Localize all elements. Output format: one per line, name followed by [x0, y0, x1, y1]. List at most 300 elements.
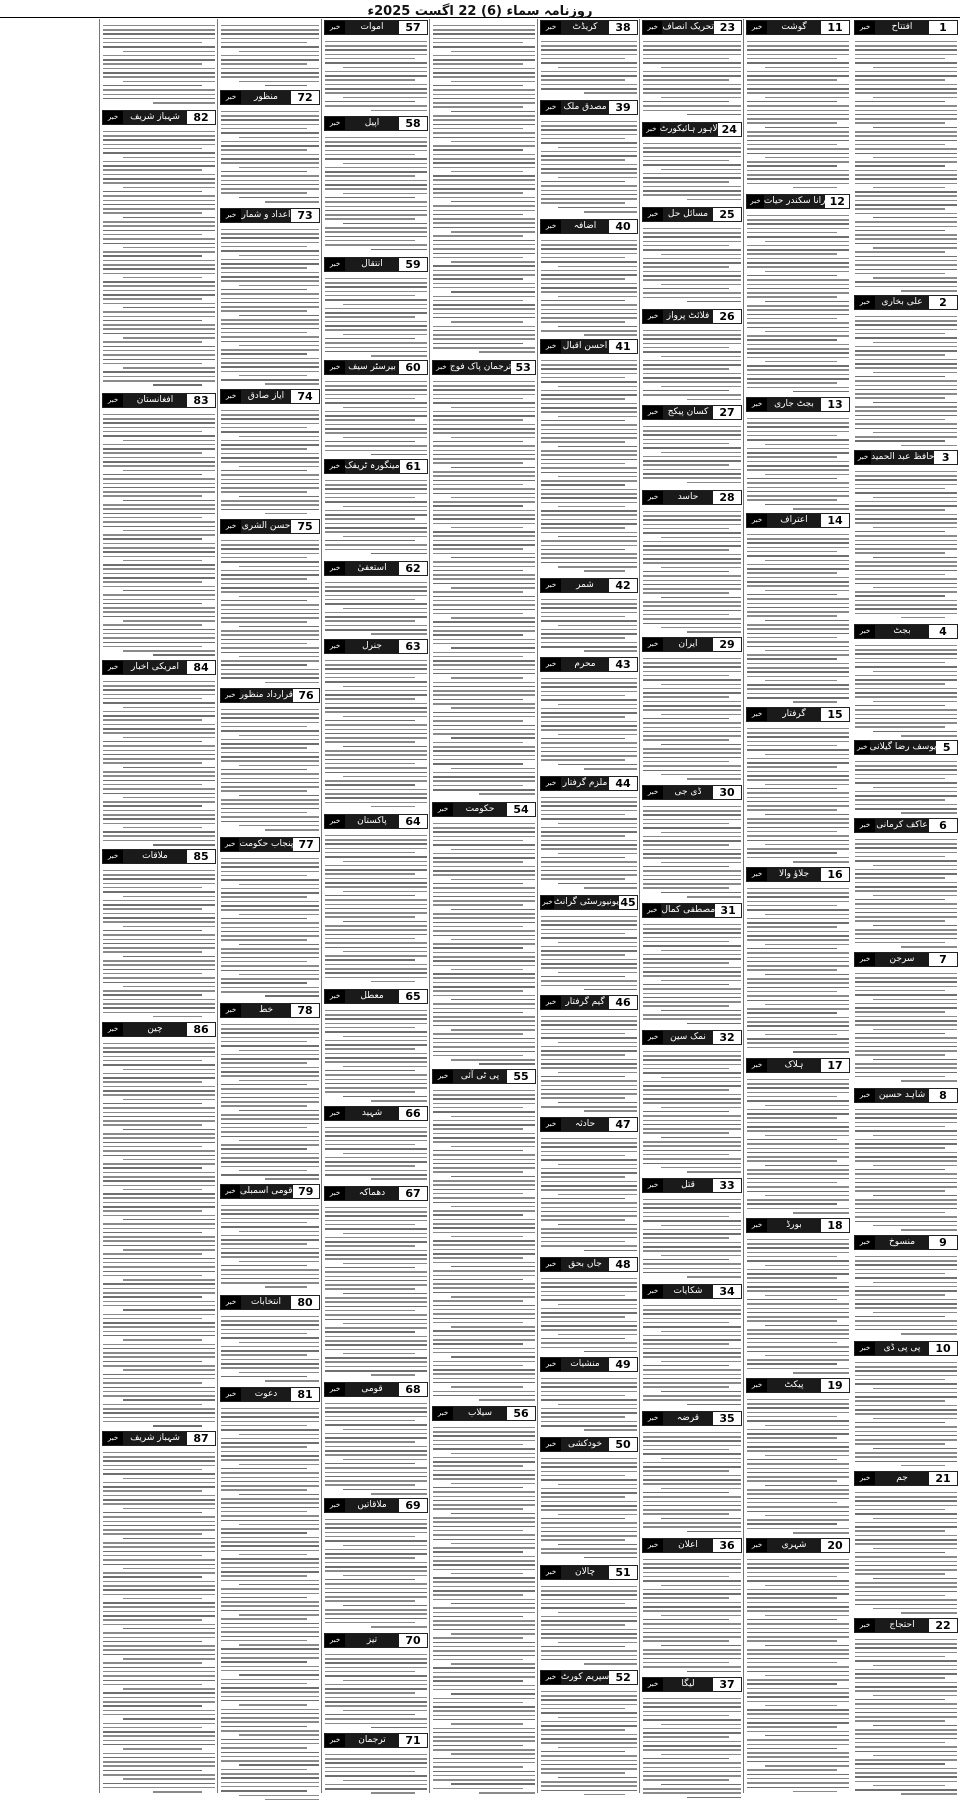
text-line: [541, 1646, 625, 1648]
text-line: [221, 1093, 319, 1095]
text-line: [747, 1701, 849, 1703]
text-line: [584, 211, 637, 213]
text-line: [643, 1559, 741, 1561]
text-line: [103, 38, 215, 40]
text-line: [433, 85, 523, 87]
story-headline: مصدق ملک: [561, 101, 609, 114]
text-line: [541, 1325, 637, 1327]
story-number: 10: [929, 1342, 957, 1355]
story-headline-bar: [324, 360, 428, 375]
text-line: [643, 241, 741, 243]
text-line: [221, 1438, 319, 1440]
text-line: [541, 818, 637, 820]
text-line: [747, 1290, 849, 1292]
text-line: [855, 204, 957, 206]
text-line: [541, 1620, 637, 1622]
text-line: [103, 89, 215, 91]
text-line: [221, 982, 307, 984]
text-line: [103, 878, 215, 880]
story-headline: مسائل حل: [663, 208, 713, 221]
text-line: [747, 693, 849, 695]
text-line: [221, 647, 319, 649]
text-line: [451, 81, 535, 83]
text-line: [433, 1440, 535, 1442]
text-line: [433, 544, 535, 546]
text-line: [221, 1416, 319, 1418]
text-line: [325, 703, 427, 705]
story-body-text: [643, 225, 741, 307]
text-line: [325, 1411, 427, 1413]
text-line: [123, 367, 215, 369]
text-line: [433, 729, 535, 731]
text-line: [541, 1378, 637, 1380]
text-line: [325, 938, 415, 940]
text-line: [103, 1197, 215, 1199]
text-line: [747, 1208, 849, 1210]
text-line: [103, 715, 215, 717]
text-line: [541, 1029, 637, 1031]
text-line: [103, 754, 215, 756]
text-line: [239, 285, 319, 287]
story-headline-bar: [540, 339, 638, 354]
text-line: [325, 835, 427, 837]
text-line: [584, 1429, 637, 1431]
text-line: [541, 253, 637, 255]
text-line: [103, 1585, 215, 1587]
story-headline: رانا سکندر حیات: [763, 196, 826, 206]
text-line: [433, 1534, 535, 1536]
news-story: [322, 989, 430, 1105]
text-line: [325, 1437, 427, 1439]
text-line: [433, 287, 535, 289]
text-line: [661, 597, 741, 599]
text-line: [855, 726, 945, 728]
text-line: [325, 886, 427, 888]
story-headline-bar: [642, 1677, 742, 1692]
text-line: [123, 1189, 201, 1191]
story-headline: گرفتار: [767, 708, 821, 721]
text-line: [643, 1263, 741, 1265]
text-line: [433, 785, 523, 787]
text-line: [765, 1425, 849, 1427]
text-line: [747, 249, 849, 251]
text-line: [541, 287, 637, 289]
text-line: [687, 114, 741, 116]
text-line: [643, 941, 729, 943]
text-line: [541, 861, 637, 863]
text-line: [541, 1151, 637, 1153]
text-line: [541, 1291, 637, 1293]
text-line: [541, 980, 637, 982]
text-line: [541, 1338, 625, 1340]
text-line: [747, 456, 837, 458]
text-line: [855, 281, 957, 283]
text-line: [123, 1628, 215, 1630]
news-story: [538, 339, 640, 577]
text-line: [541, 801, 637, 803]
text-line: [747, 1597, 837, 1599]
text-line: [855, 178, 957, 180]
story-headline-bar: [102, 1431, 216, 1446]
story-number: 83: [187, 394, 215, 407]
text-line: [765, 474, 849, 476]
text-line: [747, 646, 849, 648]
text-line: [643, 765, 741, 767]
text-line: [687, 631, 741, 633]
text-line: [221, 1489, 307, 1491]
text-line: [325, 1754, 427, 1756]
text-line: [541, 1347, 637, 1349]
text-line: [643, 279, 741, 281]
text-line: [325, 972, 427, 974]
text-line: [747, 633, 849, 635]
text-line: [643, 1522, 741, 1524]
story-headline-bar: [746, 20, 850, 35]
news-story: [322, 1382, 430, 1497]
text-line: [643, 722, 741, 724]
text-line: [103, 294, 215, 296]
text-line: [643, 1001, 741, 1003]
text-line: [643, 1374, 741, 1376]
text-line: [123, 986, 215, 988]
text-line: [541, 84, 637, 86]
text-line: [325, 218, 415, 220]
text-line: [325, 236, 427, 238]
text-line: [855, 986, 957, 988]
text-line: [221, 892, 319, 894]
text-line: [325, 1140, 427, 1142]
text-line: [643, 1326, 741, 1328]
text-line: [643, 1732, 741, 1734]
text-line: [541, 1245, 637, 1247]
text-line: [747, 153, 849, 155]
text-line: [855, 1173, 957, 1175]
text-line: [855, 548, 957, 550]
text-line: [239, 1674, 319, 1676]
text-line: [855, 1639, 957, 1641]
story-tag: خبر: [747, 1059, 767, 1072]
story-headline: شمر: [561, 579, 609, 592]
text-line: [103, 135, 215, 137]
text-line: [325, 681, 427, 683]
story-headline-bar: [540, 1670, 638, 1685]
text-line: [123, 337, 215, 339]
text-line: [221, 879, 319, 881]
text-line: [855, 705, 945, 707]
text-line: [433, 42, 523, 44]
text-line: [541, 1202, 637, 1204]
story-number: 4: [929, 625, 957, 638]
text-line: [661, 892, 741, 894]
text-line: [325, 1403, 427, 1405]
text-line: [643, 739, 729, 741]
text-line: [747, 1178, 849, 1180]
text-line: [873, 1282, 957, 1284]
text-line: [325, 1258, 427, 1260]
text-line: [643, 836, 741, 838]
text-line: [123, 1748, 201, 1750]
text-line: [433, 943, 535, 945]
story-body-text: [643, 1695, 741, 1800]
text-line: [541, 562, 637, 564]
text-line: [747, 1472, 849, 1474]
text-line: [747, 309, 849, 311]
text-line: [558, 853, 637, 855]
text-line: [747, 892, 849, 894]
text-line: [747, 1602, 849, 1604]
text-line: [643, 1715, 729, 1717]
story-tag: خبر: [541, 658, 561, 671]
text-line: [123, 440, 215, 442]
text-line: [855, 1599, 957, 1601]
text-line: [239, 735, 319, 737]
text-line: [747, 1017, 849, 1019]
text-line: [451, 617, 535, 619]
text-line: [643, 368, 729, 370]
text-line: [558, 1334, 637, 1336]
text-line: [747, 183, 849, 185]
text-line: [541, 721, 637, 723]
text-line: [661, 1255, 741, 1257]
text-line: [765, 1615, 849, 1617]
text-line: [221, 233, 319, 235]
text-line: [661, 254, 741, 256]
text-line: [433, 596, 535, 598]
story-headline-bar: [746, 194, 850, 209]
text-line: [433, 759, 535, 761]
text-line: [265, 1178, 319, 1180]
news-story: [640, 637, 744, 784]
story-body-text: [643, 655, 741, 783]
text-line: [765, 1705, 836, 1707]
text-line: [221, 1058, 319, 1060]
story-headline-bar: [642, 637, 742, 652]
story-headline-bar: [540, 578, 638, 593]
text-line: [343, 1353, 414, 1355]
text-line: [541, 1535, 637, 1537]
text-line: [221, 957, 319, 959]
text-line: [541, 261, 637, 263]
text-line: [793, 1212, 849, 1214]
text-line: [221, 709, 319, 711]
text-line: [855, 608, 957, 610]
story-number: 13: [821, 398, 849, 411]
text-line: [558, 1194, 637, 1196]
text-line: [433, 1427, 535, 1429]
text-line: [325, 934, 427, 936]
text-line: [451, 647, 535, 649]
text-line: [103, 1348, 215, 1350]
text-line: [479, 1399, 535, 1401]
story-tag: خبر: [221, 1296, 241, 1309]
text-line: [747, 1459, 837, 1461]
text-line: [103, 1382, 202, 1384]
text-line: [747, 1182, 837, 1184]
story-headline-bar: [854, 740, 958, 755]
text-line: [325, 1237, 427, 1239]
text-line: [855, 795, 957, 797]
story-headline: بیرسٹر سیف: [345, 361, 399, 374]
text-line: [325, 84, 427, 86]
text-line: [103, 1692, 215, 1694]
text-line: [643, 164, 741, 166]
story-number: 38: [609, 21, 637, 34]
text-line: [747, 1640, 837, 1642]
text-line: [325, 1250, 427, 1252]
text-line: [451, 1753, 535, 1755]
text-line: [541, 1097, 625, 1099]
text-line: [265, 1286, 307, 1288]
story-headline: علی بخاری: [875, 296, 929, 309]
text-line: [855, 221, 957, 223]
text-line: [765, 1295, 849, 1297]
text-line: [265, 829, 319, 831]
story-body-text: [747, 415, 849, 511]
text-line: [103, 174, 215, 176]
text-line: [643, 1141, 741, 1143]
story-tag: خبر: [541, 220, 561, 233]
text-line: [541, 54, 637, 56]
text-line: [855, 58, 945, 60]
text-line: [558, 1642, 637, 1644]
text-line: [747, 671, 849, 673]
text-line: [541, 330, 637, 332]
text-line: [793, 508, 849, 510]
text-line: [221, 617, 319, 619]
text-line: [103, 1512, 202, 1514]
text-line: [325, 1148, 427, 1150]
story-headline: سرجن: [875, 953, 929, 966]
text-line: [221, 1528, 319, 1530]
text-line: [325, 1224, 415, 1226]
text-line: [643, 853, 741, 855]
story-body-text: [643, 38, 741, 120]
text-line: [643, 814, 741, 816]
text-line: [103, 1576, 202, 1578]
text-line: [103, 131, 215, 133]
text-line: [221, 1213, 319, 1215]
text-line: [103, 243, 215, 245]
story-tag: خبر: [325, 21, 345, 34]
text-line: [343, 1153, 427, 1155]
text-line: [747, 1143, 849, 1145]
text-line: [103, 694, 215, 696]
text-line: [855, 666, 957, 668]
story-number: 14: [821, 514, 849, 527]
text-line: [793, 391, 849, 393]
text-line: [643, 1706, 741, 1708]
text-line: [221, 1567, 319, 1569]
text-line: [873, 277, 957, 279]
text-line: [103, 698, 202, 700]
text-line: [451, 1603, 535, 1605]
story-headline-bar: [642, 20, 742, 35]
text-line: [325, 1040, 427, 1042]
text-line: [541, 1080, 637, 1082]
text-line: [325, 1592, 427, 1594]
text-line: [747, 165, 837, 167]
text-line: [643, 975, 741, 977]
text-line: [221, 540, 319, 542]
text-line: [855, 1046, 957, 1048]
text-line: [855, 1677, 945, 1679]
text-line: [433, 1616, 523, 1618]
story-body-text: [541, 1135, 637, 1255]
story-headline-bar: [642, 207, 742, 222]
text-line: [747, 339, 837, 341]
text-line: [221, 427, 307, 429]
text-line: [325, 916, 415, 918]
text-line: [221, 1739, 319, 1741]
text-line: [747, 1726, 837, 1728]
text-line: [541, 450, 637, 452]
text-line: [643, 1322, 729, 1324]
text-line: [123, 560, 201, 562]
text-line: [643, 1098, 741, 1100]
text-line: [855, 1007, 957, 1009]
text-line: [221, 332, 307, 334]
text-line: [643, 1602, 741, 1604]
text-line: [103, 1619, 202, 1621]
text-line: [855, 804, 957, 806]
text-line: [855, 1113, 957, 1115]
story-headline-bar: [102, 660, 216, 675]
text-line: [855, 135, 957, 137]
text-line: [221, 141, 319, 143]
text-line: [123, 1538, 215, 1540]
text-line: [541, 1237, 637, 1239]
text-line: [541, 637, 625, 639]
text-line: [325, 1570, 427, 1572]
text-line: [747, 1338, 849, 1340]
text-line: [541, 954, 625, 956]
text-line: [855, 1016, 957, 1018]
news-story: [744, 513, 852, 706]
text-line: [451, 467, 535, 469]
text-line: [541, 1308, 637, 1310]
text-line: [873, 1785, 944, 1787]
text-line: [325, 411, 427, 413]
text-line: [541, 257, 625, 259]
text-line: [747, 357, 849, 359]
story-headline-bar: [642, 1284, 742, 1299]
text-line: [103, 1133, 215, 1135]
text-line: [123, 767, 215, 769]
text-line: [343, 1293, 427, 1295]
text-line: [541, 138, 625, 140]
text-line: [541, 633, 637, 635]
story-body-text: [221, 407, 319, 517]
text-line: [479, 1792, 535, 1794]
text-line: [221, 1670, 319, 1672]
text-line: [643, 1623, 741, 1625]
text-line: [661, 356, 741, 358]
text-line: [643, 347, 729, 349]
text-line: [265, 1380, 319, 1382]
text-line: [541, 71, 637, 73]
story-headline-bar: [854, 1618, 958, 1633]
text-line: [855, 843, 957, 845]
text-line: [747, 378, 849, 380]
text-line: [855, 385, 957, 387]
text-line: [221, 561, 319, 563]
text-line: [643, 675, 729, 677]
text-line: [541, 805, 637, 807]
text-line: [747, 534, 849, 536]
news-story: [640, 1677, 744, 1801]
text-line: [855, 195, 957, 197]
text-line: [541, 49, 637, 51]
